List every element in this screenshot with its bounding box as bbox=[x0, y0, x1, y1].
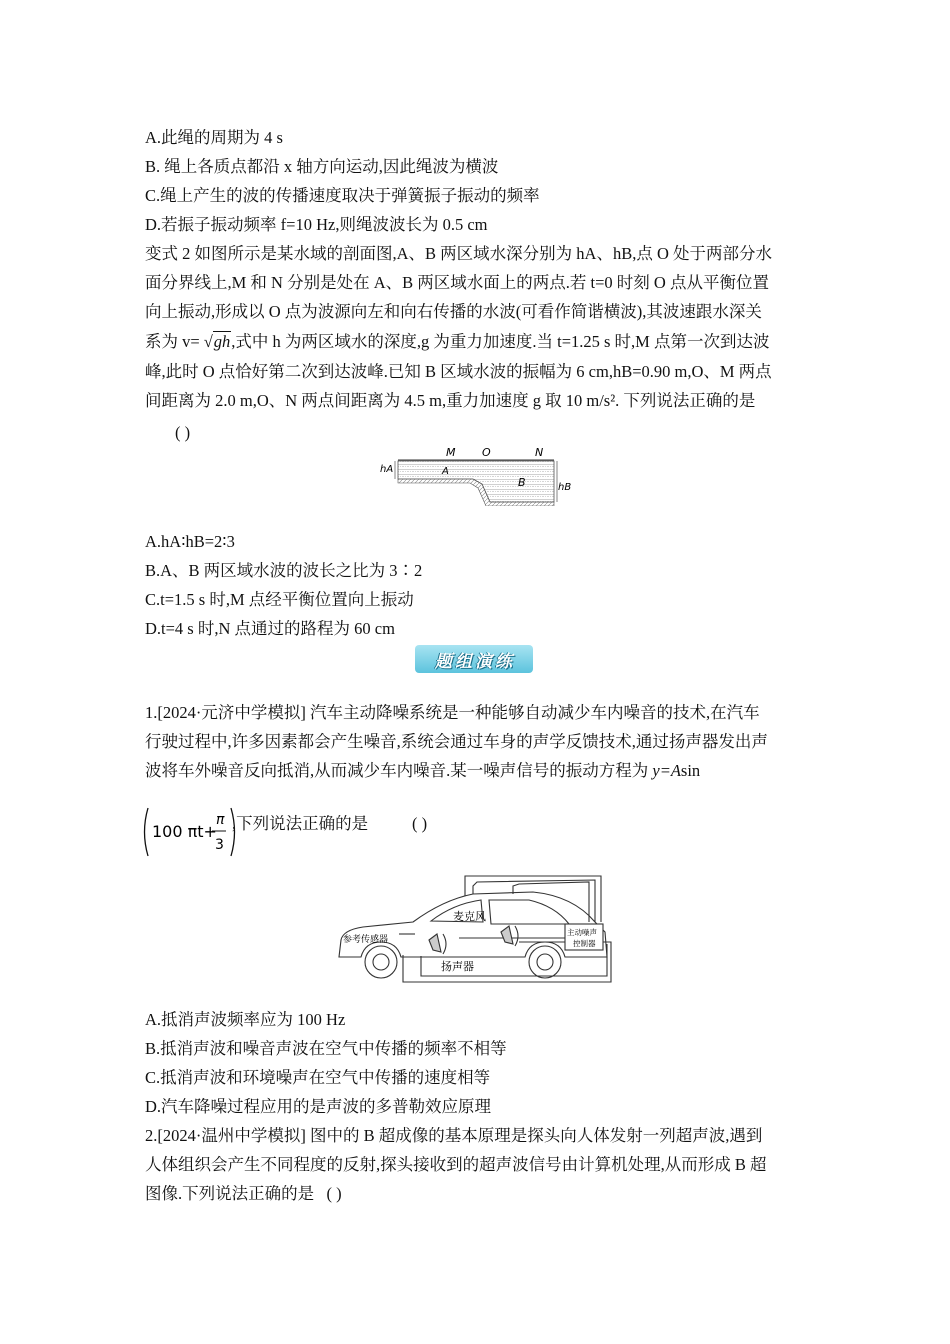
rear-speaker-icon bbox=[501, 926, 513, 944]
variant2-option-a: A.hA∶hB=2∶3 bbox=[145, 532, 235, 551]
label-B: B bbox=[518, 476, 526, 489]
label-O: O bbox=[482, 446, 491, 459]
fraction-numerator: π bbox=[216, 812, 225, 828]
sqrt-sign: √gh bbox=[203, 332, 231, 351]
label-M: M bbox=[446, 446, 456, 459]
q1-line3: 波将车外噪音反向抵消,从而减少车内噪音.某一噪声信号的振动方程为 y=Asin bbox=[145, 761, 701, 780]
variant2-line4: 系为 v= √gh,式中 h 为两区域水的深度,g 为重力加速度.当 t=1.25 s 时,M 点第一次到达波 bbox=[145, 332, 770, 351]
option-b: B. 绳上各质点都沿 x 轴方向运动,因此绳波为横波 bbox=[145, 157, 499, 176]
controller-label-1: 主动噪声 bbox=[567, 928, 597, 937]
controller-label-2: 控制器 bbox=[573, 939, 596, 948]
fraction-denominator: 3 bbox=[215, 837, 224, 853]
variant2-option-d: D.t=4 s 时,N 点通过的路程为 60 cm bbox=[145, 619, 395, 638]
equation-fraction bbox=[140, 806, 240, 858]
speaker-label: 扬声器 bbox=[441, 960, 474, 973]
variant2-line3: 向上振动,形成以 O 点为波源向左和向右传播的水波(可看作简谐横波),其波速跟水深关 bbox=[145, 302, 762, 321]
label-N: N bbox=[535, 446, 544, 459]
label-hA: hA bbox=[380, 464, 394, 475]
variant2-line2: 面分界线上,M 和 N 分别是处在 A、B 两区域水面上的两点.若 t=0 时刻 O 点从平衡位置 bbox=[145, 273, 769, 292]
q2-line3: 图像.下列说法正确的是 ( ) bbox=[145, 1184, 342, 1203]
variant2-option-c: C.t=1.5 s 时,M 点经平衡位置向上振动 bbox=[145, 590, 414, 609]
variant2-option-b: B.A、B 两区域水波的波长之比为 3∶2 bbox=[145, 561, 423, 580]
rear-wheel bbox=[529, 946, 561, 978]
variant2-line6: 间距离为 2.0 m,O、N 两点间距离为 4.5 m,重力加速度 g 取 10 m/s². 下列说法正确的是 bbox=[145, 391, 756, 410]
q2-line2: 人体组织会产生不同程度的反射,探头接收到的超声波信号由计算机处理,从而形成 B 超 bbox=[145, 1155, 767, 1174]
mic-label: 麦克风 bbox=[453, 910, 486, 923]
variant2-line1: 变式 2 如图所示是某水域的剖面图,A、B 两区域水深分别为 hA、hB,点 O 处于两部分水 bbox=[145, 244, 773, 263]
option-d: D.若振子振动频率 f=10 Hz,则绳波波长为 0.5 cm bbox=[145, 215, 488, 234]
q1-option-d: D.汽车降噪过程应用的是声波的多普勒效应原理 bbox=[145, 1097, 492, 1116]
q1-line1: 1.[2024·元济中学模拟] 汽车主动降噪系统是一种能够自动减少车内噪音的技术,在汽车 bbox=[145, 703, 760, 722]
variant2-answer-paren: ( ) bbox=[175, 423, 191, 442]
q1-option-a: A.抵消声波频率应为 100 Hz bbox=[145, 1010, 346, 1029]
fraction-left-term: 100 πt+ bbox=[152, 822, 217, 841]
q1-line2: 行驶过程中,许多因素都会产生噪音,系统会通过车身的声学反馈技术,通过扬声器发出声 bbox=[145, 732, 768, 751]
label-A: A bbox=[442, 466, 449, 477]
section-banner: 题 组 演 练 bbox=[415, 645, 533, 673]
q1-line4: ,下列说法正确的是 bbox=[232, 814, 369, 833]
ref-sensor-label: 参考传感器 bbox=[343, 935, 389, 945]
q1-option-c: C.抵消声波和环境噪声在空气中传播的速度相等 bbox=[145, 1068, 491, 1087]
front-wheel bbox=[365, 946, 397, 978]
q1-option-b: B.抵消声波和噪音声波在空气中传播的频率不相等 bbox=[145, 1039, 507, 1058]
option-a: A.此绳的周期为 4 s bbox=[145, 128, 283, 147]
water-section-figure bbox=[378, 444, 574, 506]
front-speaker-icon bbox=[429, 934, 441, 952]
q2-answer-paren: ( ) bbox=[326, 1184, 342, 1203]
car-noise-figure bbox=[333, 872, 621, 996]
variant2-line5: 峰,此时 O 点恰好第二次到达波峰.已知 B 区域水波的振幅为 6 cm,hB=0.90 m,O、M 两点 bbox=[145, 362, 772, 381]
label-hB: hB bbox=[558, 482, 572, 493]
q1-answer-paren: ( ) bbox=[412, 814, 428, 833]
q2-line1: 2.[2024·温州中学模拟] 图中的 B 超成像的基本原理是探头向人体发射一列超声波,遇到 bbox=[145, 1126, 763, 1145]
option-c: C.绳上产生的波的传播速度取决于弹簧振子振动的频率 bbox=[145, 186, 540, 205]
